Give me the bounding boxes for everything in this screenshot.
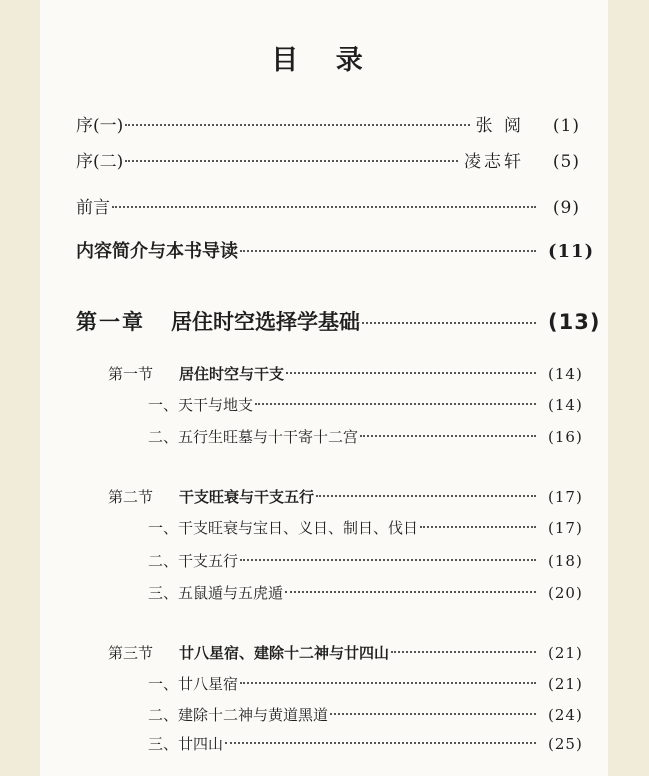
book-page (40, 0, 608, 776)
section-page: (14) (548, 365, 583, 383)
toc-item[interactable] (148, 551, 583, 571)
chapter-name: 居住时空选择学基础 (171, 310, 360, 334)
section-number: 第三节 (108, 644, 154, 662)
toc-entry-title: 序(二) (76, 152, 124, 172)
leader-dots (330, 713, 536, 715)
toc-entry-author: 张 阅 (475, 116, 524, 136)
page-title: 目 录 (271, 45, 377, 76)
chapter-title (76, 312, 360, 332)
item-title: 一、干支旺衰与宝日、义日、制日、伐日 (148, 519, 419, 537)
toc-item[interactable] (148, 734, 583, 754)
toc-entry-page: (11) (548, 241, 595, 262)
toc-item[interactable] (148, 518, 583, 538)
leader-dots (362, 322, 536, 324)
leader-dots (225, 742, 536, 744)
item-page: (20) (548, 584, 583, 602)
toc-entry-page: (9) (552, 198, 580, 218)
toc-entry[interactable] (76, 116, 580, 136)
toc-section[interactable] (108, 643, 583, 663)
leader-dots (255, 403, 536, 405)
leader-dots (240, 250, 536, 252)
item-page: (25) (548, 735, 583, 753)
leader-dots (240, 559, 536, 561)
toc-entry-title: 前言 (76, 198, 110, 218)
leader-dots (420, 526, 536, 528)
toc-entry[interactable] (76, 152, 580, 172)
leader-dots (112, 206, 536, 208)
leader-dots (391, 651, 536, 653)
leader-dots (240, 682, 536, 684)
leader-dots (125, 124, 469, 126)
toc-entry-page: (5) (552, 152, 580, 172)
chapter-number: 第一章 (76, 310, 145, 334)
item-title: 一、廿八星宿 (148, 675, 239, 693)
chapter-page: (13) (548, 310, 601, 334)
section-name: 干支旺衰与干支五行 (179, 488, 315, 506)
item-page: (17) (548, 519, 583, 537)
leader-dots (285, 591, 536, 593)
leader-dots (360, 435, 536, 437)
section-page: (17) (548, 488, 583, 506)
item-title: 三、五鼠遁与五虎遁 (148, 584, 284, 602)
section-page: (21) (548, 644, 583, 662)
toc-entry-page: (1) (552, 116, 580, 136)
section-title (108, 364, 284, 384)
leader-dots (316, 495, 536, 497)
item-title: 三、廿四山 (148, 735, 224, 753)
toc-section[interactable] (108, 364, 583, 384)
toc-entry[interactable] (76, 198, 580, 218)
toc-entry[interactable] (76, 241, 595, 262)
toc-entry-title: 序(一) (76, 116, 124, 136)
section-number: 第二节 (108, 488, 154, 506)
item-title: 二、建除十二神与黄道黑道 (148, 706, 329, 724)
toc-item[interactable] (148, 583, 583, 603)
toc-entry-author: 凌志轩 (464, 152, 524, 172)
item-title: 二、五行生旺墓与十干寄十二宫 (148, 428, 359, 446)
toc-section[interactable] (108, 487, 583, 507)
toc-item[interactable] (148, 674, 583, 694)
section-title (108, 643, 389, 663)
item-title: 二、干支五行 (148, 552, 239, 570)
section-number: 第一节 (108, 365, 154, 383)
toc-item[interactable] (148, 427, 583, 447)
item-page: (14) (548, 396, 583, 414)
item-page: (21) (548, 675, 583, 693)
toc-chapter[interactable] (76, 310, 601, 334)
item-page: (18) (548, 552, 583, 570)
leader-dots (286, 372, 536, 374)
section-name: 居住时空与干支 (179, 365, 285, 383)
toc-item[interactable] (148, 705, 583, 725)
item-page: (24) (548, 706, 583, 724)
section-title (108, 487, 314, 507)
toc-entry-title: 内容简介与本书导读 (76, 241, 238, 262)
item-title: 一、天干与地支 (148, 396, 254, 414)
toc-item[interactable] (148, 395, 583, 415)
leader-dots (125, 160, 458, 162)
item-page: (16) (548, 428, 583, 446)
section-name: 廿八星宿、建除十二神与廿四山 (179, 644, 390, 662)
